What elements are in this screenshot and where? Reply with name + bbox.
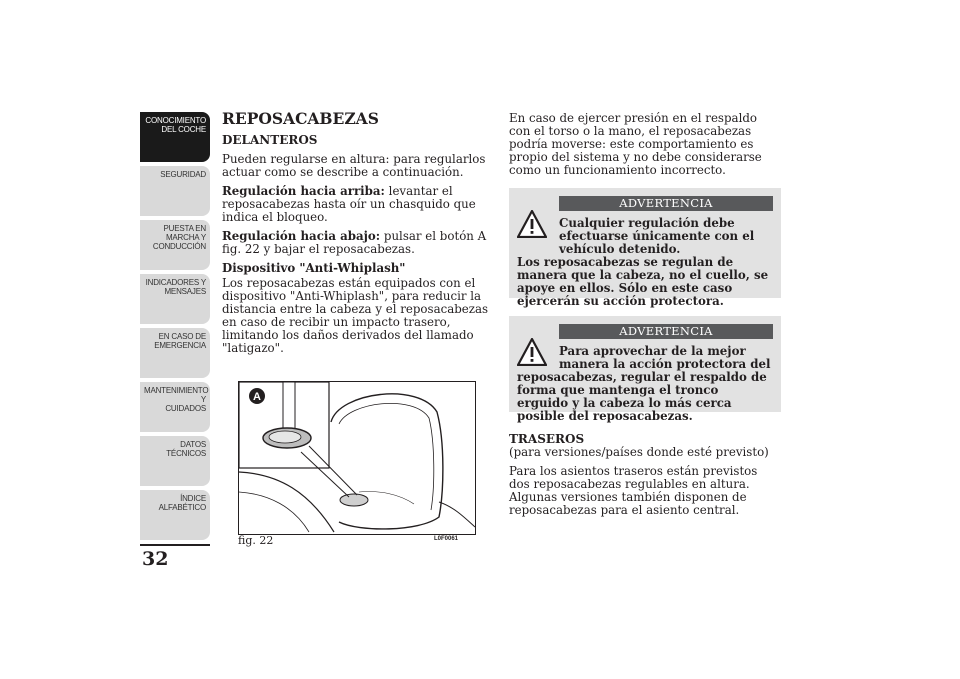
headrest-figure: [238, 381, 476, 535]
warning-text-first: Para aprovechar de la mejor manera la acción protectora del: [559, 344, 771, 371]
tab-en-caso-de-emergencia[interactable]: [140, 328, 210, 378]
tab-indicadores-y-mensajes[interactable]: [140, 274, 210, 324]
warning-header: ADVERTENCIA: [559, 196, 773, 211]
adjust-down-paragraph: [222, 230, 494, 256]
device-title: Dispositivo "Anti-Whiplash": [222, 261, 406, 275]
rear-note: (para versiones/países donde esté previsto): [509, 445, 769, 459]
tab-conocimiento-del-coche[interactable]: [140, 112, 210, 162]
tab-mantenimiento-y-cuidados[interactable]: [140, 382, 210, 432]
adjust-down-label: Regulación hacia abajo:: [222, 229, 381, 243]
tab-datos-tecnicos[interactable]: [140, 436, 210, 486]
tab-label: INDICADORES Y MENSAJES: [145, 278, 206, 296]
warning-box-2: [509, 316, 781, 423]
warning-text: [517, 345, 773, 423]
tab-label: PUESTA EN MARCHA Y CONDUCCIÓN: [152, 224, 206, 251]
warning-text-rest: Los reposacabezas se regulan de manera que la cabeza, no el cuello, se apoye en ellos. Sólo en este caso ejercerán su acción protectora.: [517, 255, 769, 308]
rear-section: [509, 433, 781, 523]
adjust-up-text: levantar el reposacabezas hasta oír un chasquido que indica el bloqueo.: [222, 184, 476, 224]
tab-label: SEGURIDAD: [160, 170, 206, 179]
section-title: REPOSACABEZAS: [222, 109, 379, 128]
intro-paragraph: Pueden regularse en altura: para regularlos actuar como se describe a continuación.: [222, 152, 486, 179]
warning-triangle-icon: [517, 338, 547, 366]
left-column: [222, 109, 494, 361]
warning-text-first: Cualquier regulación debe efectuarse únicamente con el vehículo detenido.: [559, 216, 755, 256]
page-number: 32: [142, 548, 169, 570]
device-paragraph: Los reposacabezas están equipados con el dispositivo "Anti-Whiplash", para reducir la distancia entre la cabeza y el reposacabezas en caso de recibir un impacto trasero, limitando los daños derivados del llamado "latigazo".: [222, 276, 489, 355]
tab-label: DATOS TÉCNICOS: [166, 440, 206, 458]
tab-seguridad[interactable]: [140, 166, 210, 216]
warning-triangle-icon: [517, 210, 547, 238]
adjust-up-label: Regulación hacia arriba:: [222, 184, 385, 198]
warning-text: [517, 217, 773, 308]
tab-label: CONOCIMIENTO DEL COCHE: [145, 116, 206, 134]
tab-label: MANTENIMIENTO Y CUIDADOS: [144, 386, 209, 413]
right-intro-paragraph: En caso de ejercer presión en el respaldo con el torso o la mano, el reposacabezas podría moverse: este comportamiento es propio del sistema y no debe considerarse como un funcionamiento incorrecto.: [509, 111, 762, 177]
page-number-rule: [140, 544, 210, 546]
adjust-down-text: pulsar el botón A fig. 22 y bajar el reposacabezas.: [222, 229, 487, 256]
subsection-title: DELANTEROS: [222, 133, 318, 147]
warning-text-rest: reposacabezas, regular el respaldo de forma que mantenga el tronco erguido y la cabeza lo más cerca posible del reposacabezas.: [517, 370, 767, 423]
adjust-up-paragraph: [222, 185, 494, 224]
warning-box-1: [509, 188, 781, 308]
tab-puesta-en-marcha[interactable]: [140, 220, 210, 270]
rear-title: TRASEROS: [509, 432, 585, 446]
headrest-illustration: [239, 382, 475, 534]
figure-marker-a: A: [253, 391, 261, 403]
tab-label: EN CASO DE EMERGENCIA: [154, 332, 206, 350]
tab-label: ÍNDICE ALFABÉTICO: [158, 494, 206, 512]
tab-indice-alfabetico[interactable]: [140, 490, 210, 540]
figure-caption: fig. 22: [238, 534, 274, 547]
figure-code: L0F0061: [434, 536, 459, 542]
rear-paragraph: Para los asientos traseros están previstos dos reposacabezas regulables en altura. Algunas versiones también disponen de reposacabezas para el asiento central.: [509, 464, 758, 517]
warning-header: ADVERTENCIA: [559, 324, 773, 339]
right-column: [509, 112, 781, 183]
